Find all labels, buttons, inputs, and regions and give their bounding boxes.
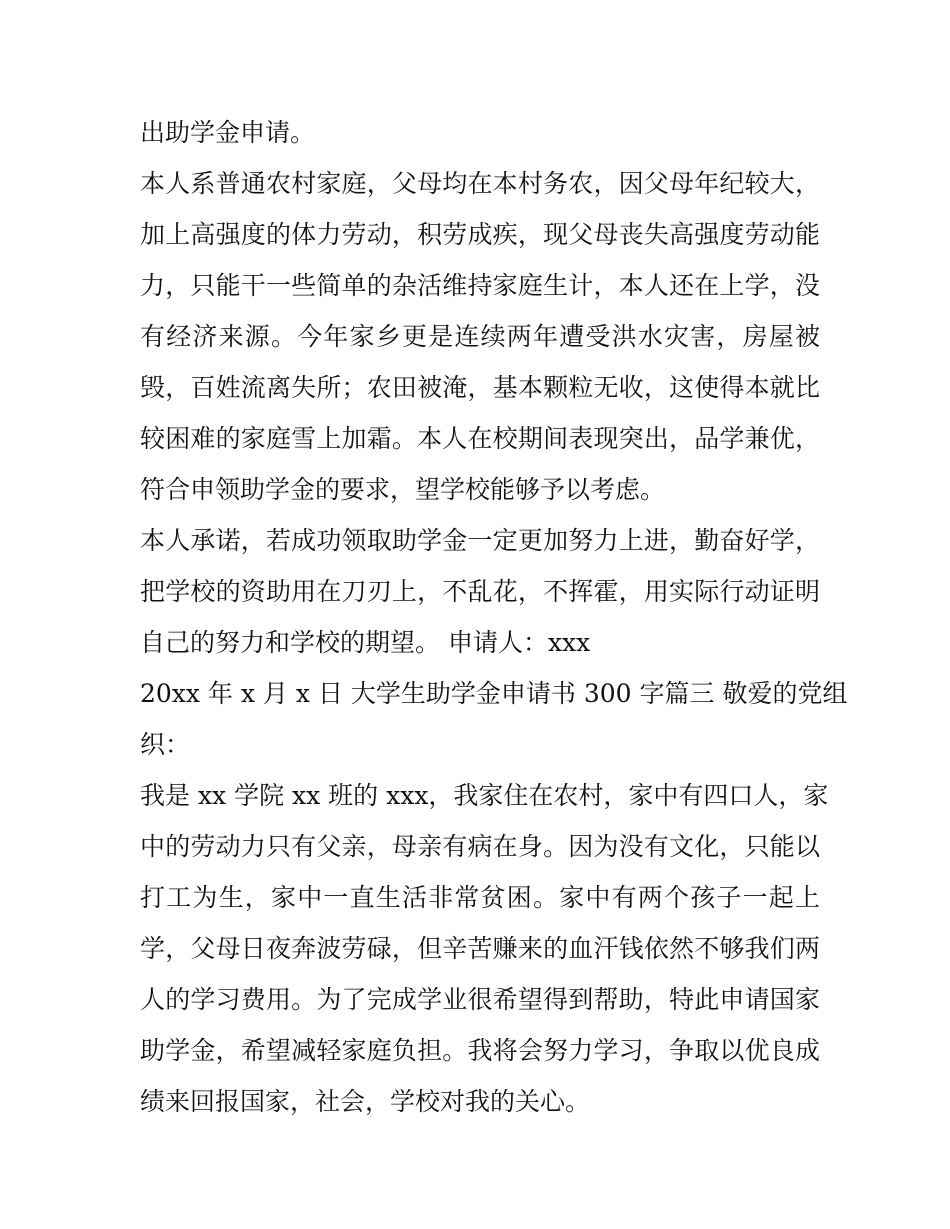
text-line: 有经济来源。今年家乡更是连续两年遭受洪水灾害，房屋被 (140, 322, 820, 351)
text-line: 把学校的资助用在刀刃上，不乱花，不挥霍，用实际行动证明 (140, 577, 820, 606)
text-line: 出助学金申请。 (140, 118, 316, 147)
document-body (140, 107, 848, 1127)
text-line: 我是 xx 学院 xx 班的 xxx，我家住在农村，家中有四口人，家 (140, 781, 829, 810)
text-line: 本人系普通农村家庭，父母均在本村务农，因父母年纪较大， (140, 169, 820, 198)
text-line: 较困难的家庭雪上加霜。本人在校期间表现突出，品学兼优， (140, 424, 820, 453)
text-line: 打工为生，家中一直生活非常贫困。家中有两个孩子一起上 (140, 883, 820, 912)
text-line: 加上高强度的体力劳动，积劳成疾，现父母丧失高强度劳动能 (140, 220, 820, 249)
text-line: 人的学习费用。为了完成学业很希望得到帮助，特此申请国家 (140, 985, 820, 1014)
text-line: 学，父母日夜奔波劳碌，但辛苦赚来的血汗钱依然不够我们两 (140, 934, 820, 963)
text-line: 力，只能干一些简单的杂活维持家庭生计，本人还在上学，没 (140, 271, 820, 300)
text-line: 本人承诺，若成功领取助学金一定更加努力上进，勤奋好学， (140, 526, 820, 555)
text-line: 符合申领助学金的要求，望学校能够予以考虑。 (140, 475, 666, 504)
text-line: 绩来回报国家，社会，学校对我的关心。 (140, 1087, 591, 1116)
text-line: 20xx 年 x 月 x 日 大学生助学金申请书 300 字篇三 敬爱的党组 (140, 679, 848, 708)
text-line: 自己的努力和学校的期望。 申请人：xxx (140, 628, 591, 657)
text-line: 织： (140, 730, 191, 759)
text-line: 毁，百姓流离失所；农田被淹，基本颗粒无收，这使得本就比 (140, 373, 820, 402)
text-line: 助学金，希望减轻家庭负担。我将会努力学习，争取以优良成 (140, 1036, 820, 1065)
text-line: 中的劳动力只有父亲，母亲有病在身。因为没有文化，只能以 (140, 832, 820, 861)
